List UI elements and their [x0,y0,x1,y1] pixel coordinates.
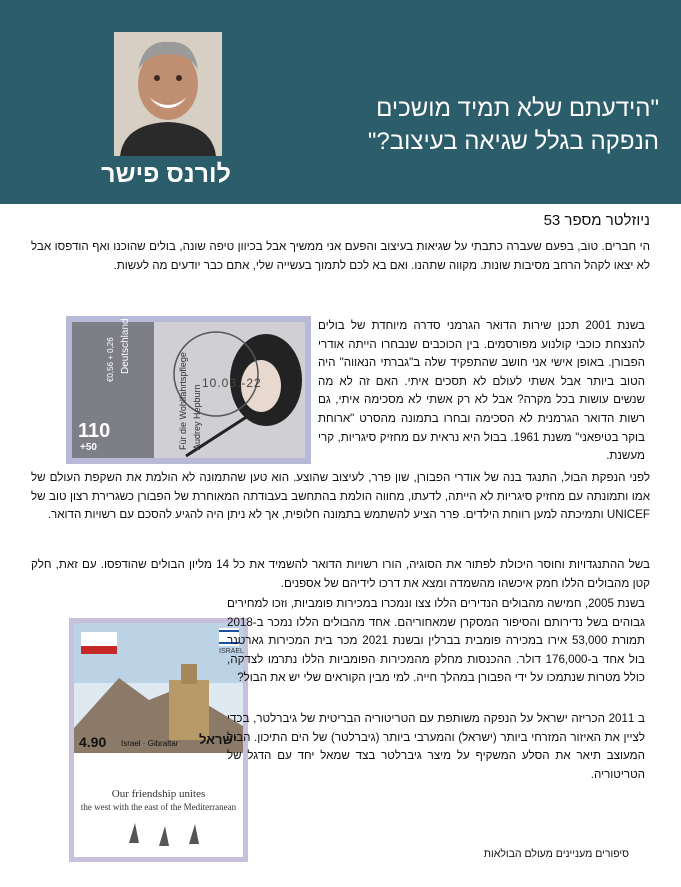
page-title [219,92,659,158]
hepburn-stamp-paragraph: בשנת 2001 תכנן שירות הדואר הגרמני סדרה מיוחדת של בולים להנצחת כוכבי קולנוע מפורסמים. בין הכוכבים שנבחרו הייתה אודרי הפבורן. באופן אישי אני חושב שהתפקיד שלה ב"גברתי הנאווה" היה הטוב ביותר אבל אשתי לעולם לא תסכים איתי. האם זה לא מה שנשים עושות בכל מקרה? אבל לא רק אשתי לא מסכימה איתי, גם רשות הדואר הגרמנית לא הסכימה ובחרו בתמונה מהסרט "ארוחת בוקר בטיפאני" משנת 1961. בבול היא נראית עם מחזיק סיגריות, קרי מעשנת. [318,319,645,463]
auction-paragraph: בשנת 2005, חמישה מהבולים הנדירים הללו צצו ונמכרו במכירות פומביות, וזכו למחירים גבוהים בשל נדירותם והסיפור המסקרן שמאחוריהם. אחד מהבולים הללו נמכר ב-2018 תמורת 53,000 אירו במכירה פומבית בברלין ובשנת 2021 מכר בית המכירות גארטנר בול אחד ב-176,000 דולר. ההכנסות מחלק מהמכירות הפומביות הללו נתרמו לצדקה, כולל מטרות שנתמכו על ידי הפבורן במהלך חייה. למי מבין הקוראים שלי יש את הבול? [227,597,645,685]
stamp-de-surcharge: €0,56 + 0,26 [106,337,115,382]
stamp-il-label: ISRAEL [219,648,244,655]
author-name: לורנס פישר [101,160,231,188]
stamp-de-country: Deutschland [120,318,131,374]
intro-paragraph: הי חברים. טוב, בפעם שעברה כתבתי על שגיאות בעיצוב והפעם אני ממשיך אבל בכיוון טיפה שונה, בולים שהוכנו ואף הודפסו אבל לא יצאו לקהל הרחב מסיבות שונות. מקווה שתהנו. ואם בא לכם לתמוך בעשייה שלי, אתם כבר יודעים מה לעשות. [31,240,650,272]
audrey-hepburn-stamp [66,316,311,464]
israel-gibraltar-stamp [69,618,248,862]
title-line-2: הנפקה בגלל שגיאה בעיצוב?" [367,128,659,155]
israel-gibraltar-paragraph: ב 2011 הכריזה ישראל על הנפקה משותפת עם הטריטוריה הבריטית של גיברלטר, בכדי לציין את האיזור המזרחי ביותר (ישראל) והמערבי ביותר (גיברלטר) של הים התיכון. הבול המעוצב תיאר את הסלע המשקיף על מיצר גיברלטר בצד שמאל יחד עם הדגל של הטריטוריה. [227,712,645,781]
stamp-de-plus: +50 [80,442,97,453]
stamp-il-text: Israel · Gibraltar [121,739,179,748]
stamp-il-hebrew: ישראל [199,732,237,747]
stamp-de-postmark: 10.03.-22 [202,376,262,390]
stamp-de-series: Für die Wohlfahrtspflege [178,352,188,450]
footer-text: סיפורים מעניינים מעולם הבולאות [483,848,629,860]
objection-paragraph: לפני הנפקת הבול, התנגד בנה של אודרי הפבורן, שון פרר, לעיצוב שהוצע. הוא טען שהתמונה לא הולמת את השקפת העולם של אמו ותמונתה עם מחזיק סיגריות לא הייתה, לדעתו, מחווה הולמת בהתחשב בעבודתה המאוחרת של הפבורן כשגרירת רצון טוב של UNICEF ותמיכתה למען רווחת הילדים. פרר הציע להשתמש בתמונה חלופית, אך לא ניתן היה להגיע להסכם עם רשויות הדואר. [31,471,650,522]
stamp-de-value: 110 [78,420,111,442]
newsletter-issue: ניוזלטר מספר 53 [543,212,650,229]
title-line-1: "הידעתם שלא תמיד מושכים [376,95,659,122]
destruction-paragraph: בשל ההתנגדויות וחוסר היכולת לפתור את הסוגיה, הורו רשויות הדואר להשמיד את כל 14 מליון הבולים שהודפסו. עם זאת, חלק קטן מהבולים הללו חמק איכשהו מהשמדה ומצא את דרכו לידיהם של אספנים. [31,558,650,590]
header-banner [0,0,681,204]
stamp-il-value: 4.90 [79,734,107,750]
stamp-il-caption-1: Our friendship unites [111,788,206,800]
stamp-il-caption-2: the west with the east of the Mediterranean [80,802,237,812]
stamp-de-name: Audrey Hepburn [192,384,202,450]
author-photo [114,32,222,156]
